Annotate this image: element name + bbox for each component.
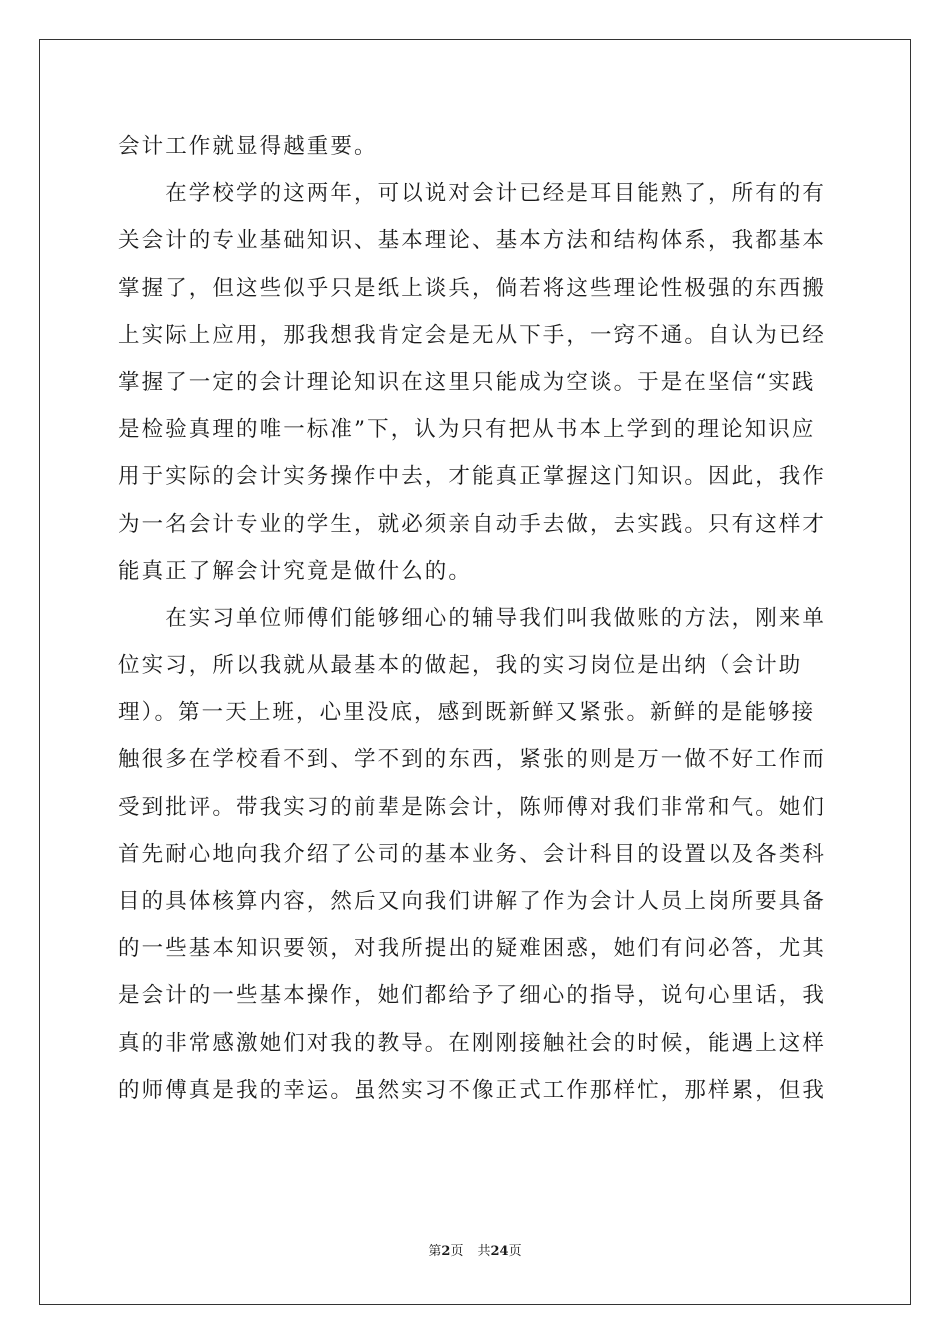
text-line: 为一名会计专业的学生，就必须亲自动手去做，去实践。只有这样才 [118,511,827,537]
text-line: 是检验真理的唯一标准”下，认为只有把从书本上学到的理论知识应 [118,417,816,443]
page-footer [0,1240,950,1259]
text-line: 掌握了，但这些似乎只是纸上谈兵，倘若将这些理论性极强的东西搬 [118,275,827,301]
text-line: 的师傅真是我的幸运。虽然实习不像正式工作那样忙，那样累，但我 [118,1077,827,1103]
text-line: 受到批评。带我实习的前辈是陈会计，陈师傅对我们非常和气。她们 [118,794,827,820]
text-line: 掌握了一定的会计理论知识在这里只能成为空谈。于是在坚信“实践 [118,369,816,395]
document-body [118,123,834,1114]
text-line: 上实际上应用，那我想我肯定会是无从下手，一窍不通。自认为已经 [118,322,827,348]
total-pages-number: 24 [490,1244,509,1259]
text-line: 会计工作就显得越重要。 [118,134,378,159]
text-line: 能真正了解会计究竟是做什么的。 [118,558,473,584]
footer-page-word: 页 [450,1244,464,1259]
text-line: 目的具体核算内容，然后又向我们讲解了作为会计人员上岗所要具备 [118,889,827,914]
text-line: 在实习单位师傅们能够细心的辅导我们叫我做账的方法，刚来单 [118,605,827,631]
text-line: 在学校学的这两年，可以说对会计已经是耳目能熟了，所有的有 [118,181,827,207]
text-line: 位实习，所以我就从最基本的做起，我的实习岗位是出纳（会计助 [118,653,803,679]
text-line: 用于实际的会计实务操作中去，才能真正掌握这门知识。因此，我作 [118,464,827,490]
footer-prefix: 第 [428,1244,442,1259]
text-line: 是会计的一些基本操作，她们都给予了细心的指导，说句心里话，我 [118,983,827,1009]
text-line: 真的非常感激她们对我的教导。在刚刚接触社会的时候，能遇上这样 [118,1030,827,1056]
footer-total-prefix: 共 [477,1244,491,1259]
footer-total-suffix: 页 [508,1244,522,1259]
text-line: 的一些基本知识要领，对我所提出的疑难困惑，她们有问必答，尤其 [118,936,827,962]
text-line: 关会计的专业基础知识、基本理论、基本方法和结构体系，我都基本 [118,228,827,254]
current-page-number: 2 [441,1244,451,1259]
text-line: 触很多在学校看不到、学不到的东西，紧张的则是万一做不好工作而 [118,747,827,773]
text-line: 首先耐心地向我介绍了公司的基本业务、会计科目的设置以及各类科 [118,841,827,867]
text-line: 理）。第一天上班，心里没底，感到既新鲜又紧张。新鲜的是能够接 [118,700,816,726]
